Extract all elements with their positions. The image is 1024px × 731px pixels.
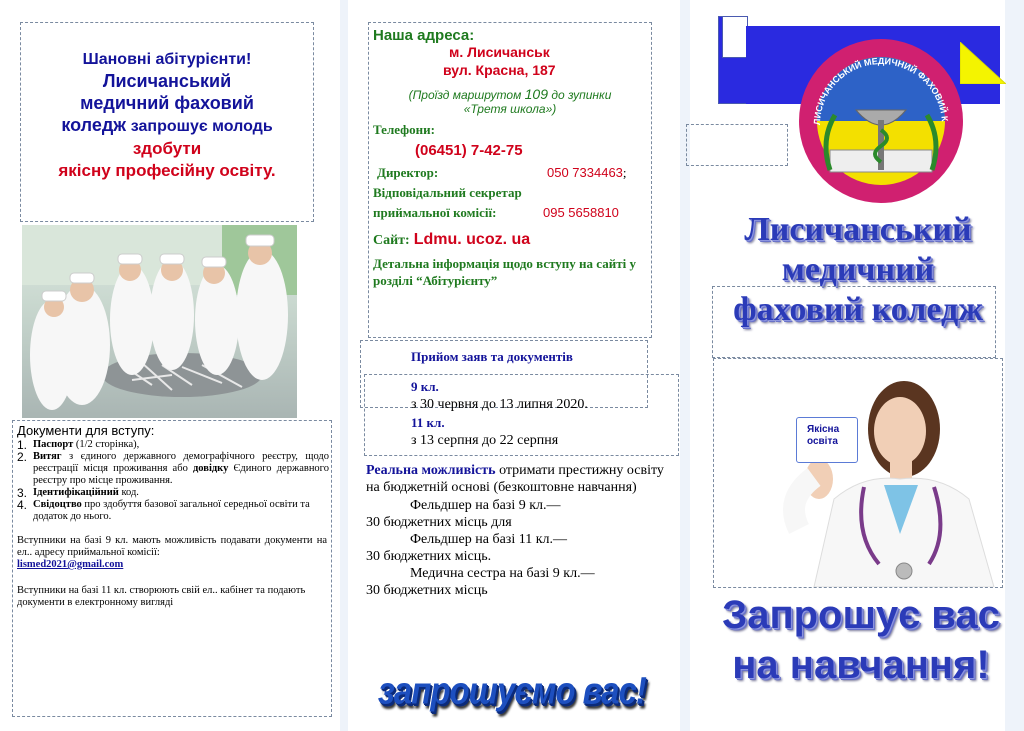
card-line: освіта — [807, 436, 838, 447]
students-illustration — [22, 225, 297, 418]
item-bold: Ідентифікаційний — [33, 487, 119, 498]
nurse-illustration — [714, 359, 1002, 587]
opportunity-bold: Реальна можливість — [366, 463, 496, 478]
director-sep: ; — [622, 165, 627, 180]
documents-list-item — [17, 499, 329, 523]
greeting-line: Лисичанський — [102, 71, 232, 91]
college-logo — [790, 30, 972, 212]
invite-wordart: запрошуємо вас! — [378, 669, 646, 712]
item-bold: довідку — [192, 463, 229, 474]
reception-dates-box — [364, 374, 679, 456]
quota-line: 30 бюджетних місць для — [366, 515, 512, 530]
title-line: фаховий коледж — [733, 291, 983, 328]
item-bold: Паспорт — [33, 439, 74, 450]
address-city: м. Лисичанськ — [449, 44, 550, 60]
secretary-label: Відповідальний секретар — [373, 185, 522, 200]
card-line: Якісна — [807, 424, 840, 435]
greeting-box — [20, 22, 314, 222]
route-number: 109 — [524, 86, 548, 102]
panel-divider — [340, 0, 348, 731]
title-line: медичний — [781, 251, 935, 288]
greeting-line: медичний фаховий — [80, 93, 254, 113]
item-bold: Свідоцтво — [33, 499, 82, 510]
documents-para: Вступники на базі 9 кл. мають можливість подавати документи на ел.. адресу приймальної комісії: — [17, 535, 327, 558]
panel3-invite — [716, 590, 1006, 690]
documents-para: Вступники на базі 11 кл. створюють свій ел.. кабінет та подають документи в електронному вигляді — [17, 585, 306, 608]
item-number: 3. — [17, 486, 28, 500]
nurse-photo — [713, 358, 1003, 588]
title-line: Лисичанський — [744, 211, 972, 248]
grade9-dates: з 30 червня до 13 липня 2020. — [411, 397, 588, 412]
site-label: Сайт: — [373, 233, 410, 248]
quota-line: Медична сестра на базі 9 кл.— — [410, 566, 595, 581]
reception-title: Прийом заяв та документів — [411, 349, 573, 364]
greeting-line: здобути — [132, 139, 202, 158]
director-phone: 050 7334463 — [547, 165, 623, 180]
secretary-phone: 095 5658810 — [543, 205, 619, 220]
documents-list — [13, 439, 331, 523]
logo-text: ЛИСИЧАНСЬКИЙ МЕДИЧНИЙ ФАХОВИЙ К — [811, 56, 950, 126]
phone-main: (06451) 7-42-75 — [415, 142, 523, 159]
item-text: з єдиного державного демографічного реєстру, щодо реєстрації місця проживання або — [33, 451, 329, 474]
item-number: 1. — [17, 438, 28, 452]
opportunity-text — [366, 462, 666, 496]
grade11-label: 11 кл. — [411, 415, 445, 430]
secretary-label: приймальної комісії: — [373, 205, 497, 220]
address-label: Наша адреса: — [373, 27, 475, 44]
phones-label: Телефони: — [373, 122, 435, 137]
panel-divider — [680, 0, 690, 731]
documents-list-item — [17, 451, 329, 487]
item-bold: Витяг — [33, 451, 62, 462]
secretary-row — [373, 205, 651, 221]
quota-line: 30 бюджетних місць. — [366, 549, 492, 564]
email-link[interactable]: lismed2021@gmail.com — [17, 559, 124, 570]
opportunity-block — [366, 462, 666, 599]
greeting-line — [21, 115, 313, 136]
site-row — [373, 231, 651, 249]
banner-white-block — [722, 16, 748, 58]
item-text: (1/2 сторінка), — [73, 439, 140, 450]
route-suffix: до зупинки — [548, 88, 612, 102]
route-prefix: (Проїзд маршрутом — [408, 88, 525, 102]
greeting-word: коледж — [61, 115, 127, 135]
grade11-dates: з 13 серпня до 22 серпня — [411, 433, 559, 448]
quota-line: Фельдшер на базі 11 кл.— — [410, 532, 567, 547]
frame-box — [686, 124, 788, 166]
opportunity-rest: отримати престижну освіту на бюджетній основі (безкоштовне навчання) — [366, 463, 664, 495]
documents-list-item — [17, 439, 329, 451]
documents-list-item — [17, 487, 329, 499]
director-row — [377, 165, 651, 181]
quota-line: Фельдшер на базі 9 кл.— — [410, 498, 561, 513]
title-frame — [712, 286, 996, 358]
logo-emblem — [790, 30, 972, 212]
greeting-word: запрошує молодь — [130, 118, 273, 135]
item-text: Єдиного державного реєстру про місце проживання. — [33, 463, 329, 486]
contacts-box — [368, 22, 652, 338]
address-street: вул. Красна, 187 — [443, 62, 556, 78]
item-text: код. — [118, 487, 139, 498]
documents-title: Документи для вступу: — [17, 423, 155, 438]
greeting-line: Шановні абітурієнти! — [82, 51, 252, 68]
site-link[interactable]: Ldmu. ucoz. ua — [413, 231, 531, 248]
route-info — [369, 86, 651, 102]
grade9-label: 9 кл. — [411, 379, 439, 394]
quality-card — [796, 417, 858, 463]
greeting-line: якісну професійну освіту. — [58, 161, 276, 180]
invite-line: Запрошує вас — [722, 593, 1000, 637]
item-number: 4. — [17, 498, 28, 512]
director-label: Директор: — [377, 165, 439, 180]
invite-line: на навчання! — [732, 643, 990, 687]
item-text: про здобуття базової загальної середньої освіти та додаток до нього. — [33, 499, 310, 522]
site-detail: Детальна інформація щодо вступу на сайті у розділі “Абітурієнту” — [373, 256, 636, 288]
documents-box — [12, 420, 332, 717]
item-number: 2. — [17, 450, 28, 464]
route-stop: «Третя школа») — [463, 102, 557, 116]
students-photo — [22, 225, 297, 418]
page-margin — [1005, 0, 1024, 731]
quota-line: 30 бюджетних місць — [366, 583, 488, 598]
